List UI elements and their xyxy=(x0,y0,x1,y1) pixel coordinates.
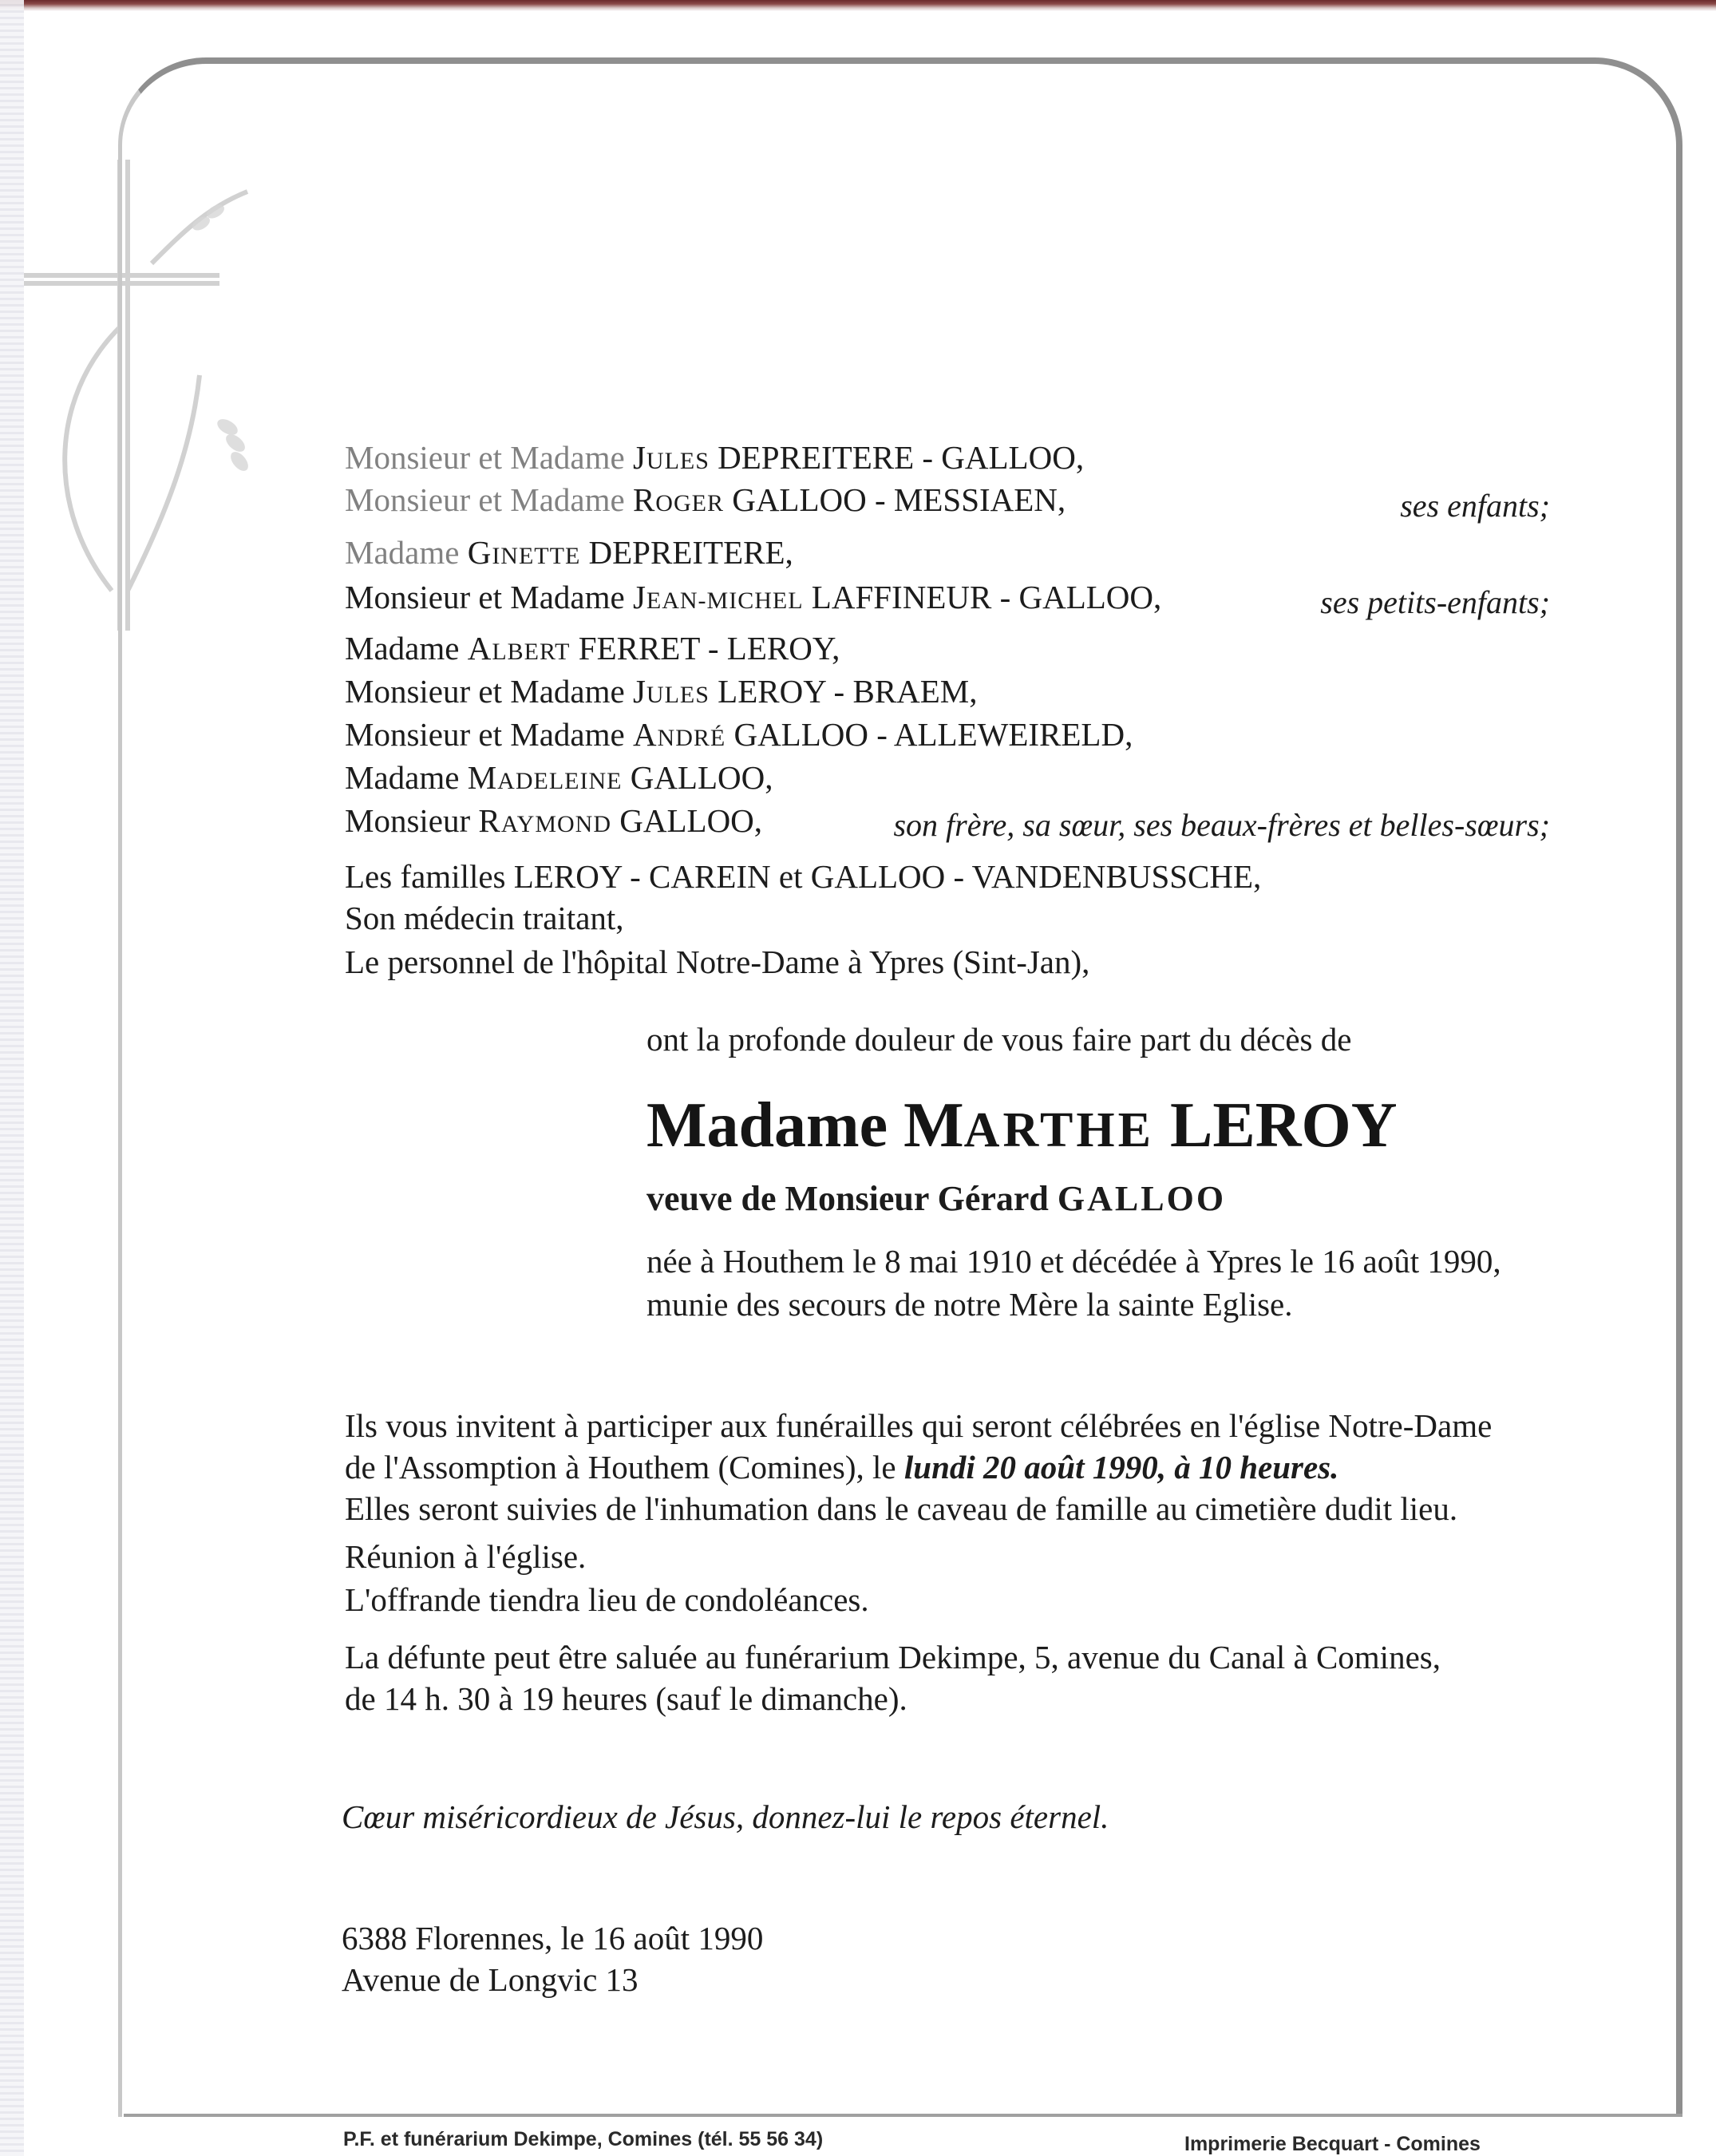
address-place-date: 6388 Florennes, le 16 août 1990 xyxy=(342,1920,764,1956)
title: Madame xyxy=(345,759,460,796)
family-line-siblings-2 xyxy=(345,675,978,708)
prayer: Cœur miséricordieux de Jésus, donnez-lui le repos éternel. xyxy=(342,1798,1109,1835)
first-name: GINETTE xyxy=(467,534,581,571)
funeral-location: de l'Assomption à Houthem (Comines), le xyxy=(345,1449,896,1485)
viewing-line-2: de 14 h. 30 à 19 heures (sauf le dimanche). xyxy=(345,1680,907,1717)
first-name: JULES xyxy=(632,439,710,476)
meeting-line: Réunion à l'église. xyxy=(345,1538,587,1575)
viewing-line-1: La défunte peut être saluée au funérarium Dekimpe, 5, avenue du Canal à Comines, xyxy=(345,1639,1441,1675)
title: Monsieur et Madame xyxy=(345,439,625,476)
title: Monsieur xyxy=(345,802,471,839)
last-name: DEPREITERE - GALLOO, xyxy=(718,439,1085,476)
family-line-grandchildren-1 xyxy=(345,536,793,569)
family-line-siblings-1 xyxy=(345,632,840,665)
relation-grandchildren: ses petits-enfants; xyxy=(1320,584,1550,620)
first-name: ALBERT xyxy=(467,630,571,667)
last-name: LEROY - BRAEM, xyxy=(718,673,978,710)
address-street: Avenue de Longvic 13 xyxy=(342,1961,639,1998)
deceased-first-name-rest: ARTHE xyxy=(963,1103,1154,1157)
family-line-siblings-3 xyxy=(345,718,1133,751)
first-name: MADELEINE xyxy=(467,759,623,796)
first-name: RAYMOND xyxy=(478,802,612,839)
announcement-intro: ont la profonde douleur de vous faire part du décès de xyxy=(646,1021,1352,1058)
last-name: GALLOO, xyxy=(619,802,763,839)
title: Monsieur et Madame xyxy=(345,716,625,753)
sacraments-line: munie des secours de notre Mère la sainte Eglise. xyxy=(646,1286,1293,1323)
birth-death-line: née à Houthem le 8 mai 1910 et décédée à Ypres le 16 août 1990, xyxy=(646,1243,1501,1280)
family-line-children-1 xyxy=(345,441,1084,474)
funeral-line-3: Elles seront suivies de l'inhumation dans le caveau de famille au cimetière dudit lieu. xyxy=(345,1490,1458,1527)
title: Monsieur et Madame xyxy=(345,481,625,518)
last-name: LAFFINEUR - GALLOO, xyxy=(811,579,1162,615)
last-name: GALLOO - MESSIAEN, xyxy=(732,481,1066,518)
last-name: GALLOO, xyxy=(630,759,773,796)
deceased-title: Madame xyxy=(646,1090,888,1161)
title: Monsieur et Madame xyxy=(345,579,625,615)
widow-line xyxy=(646,1181,1226,1216)
funeral-line-2 xyxy=(345,1451,1338,1484)
footer-funeral-home: P.F. et funérarium Dekimpe, Comines (tél. 55 56 34) xyxy=(343,2128,824,2150)
deceased-first-name: MARTHE xyxy=(903,1090,1154,1161)
scan-edge xyxy=(0,0,1716,11)
widow-last-name: GALLOO xyxy=(1057,1179,1227,1218)
deceased-last-name: LEROY xyxy=(1169,1090,1398,1161)
funeral-date: lundi 20 août 1990, à 10 heures. xyxy=(903,1449,1339,1485)
cross-wheat-ornament xyxy=(16,144,271,639)
last-name: GALLOO - ALLEWEIRELD, xyxy=(733,716,1133,753)
relation-children: ses enfants; xyxy=(1400,488,1550,524)
title: Monsieur et Madame xyxy=(345,673,625,710)
title: Madame xyxy=(345,630,460,667)
first-name: JULES xyxy=(632,673,710,710)
family-line-siblings-5 xyxy=(345,802,763,839)
first-name: JEAN-MICHEL xyxy=(632,579,804,615)
last-name: FERRET - LEROY, xyxy=(578,630,840,667)
first-name: ROGER xyxy=(632,481,724,518)
others-line-2: Son médecin traitant, xyxy=(345,900,624,936)
widow-prefix: veuve de Monsieur Gérard xyxy=(646,1179,1049,1218)
family-line-siblings-4 xyxy=(345,759,773,796)
first-name: ANDRÉ xyxy=(632,716,726,753)
card-frame-bottom xyxy=(124,2114,1682,2117)
others-line-3: Le personnel de l'hôpital Notre-Dame à Ypres (Sint-Jan), xyxy=(345,943,1090,980)
last-name: DEPREITERE, xyxy=(588,534,793,571)
deceased-name xyxy=(646,1090,1398,1161)
family-line-grandchildren-2 xyxy=(345,581,1161,614)
others-line-1: Les familles LEROY - CAREIN et GALLOO - VANDENBUSSCHE, xyxy=(345,858,1262,895)
title: Madame xyxy=(345,534,460,571)
footer-printer: Imprimerie Becquart - Comines xyxy=(1184,2133,1481,2155)
offering-line: L'offrande tiendra lieu de condoléances. xyxy=(345,1581,869,1618)
relation-siblings: son frère, sa sœur, ses beaux-frères et belles-sœurs; xyxy=(893,807,1550,843)
funeral-line-1: Ils vous invitent à participer aux funérailles qui seront célébrées en l'église Notre-Dame xyxy=(345,1407,1493,1444)
family-line-children-2 xyxy=(345,481,1066,518)
